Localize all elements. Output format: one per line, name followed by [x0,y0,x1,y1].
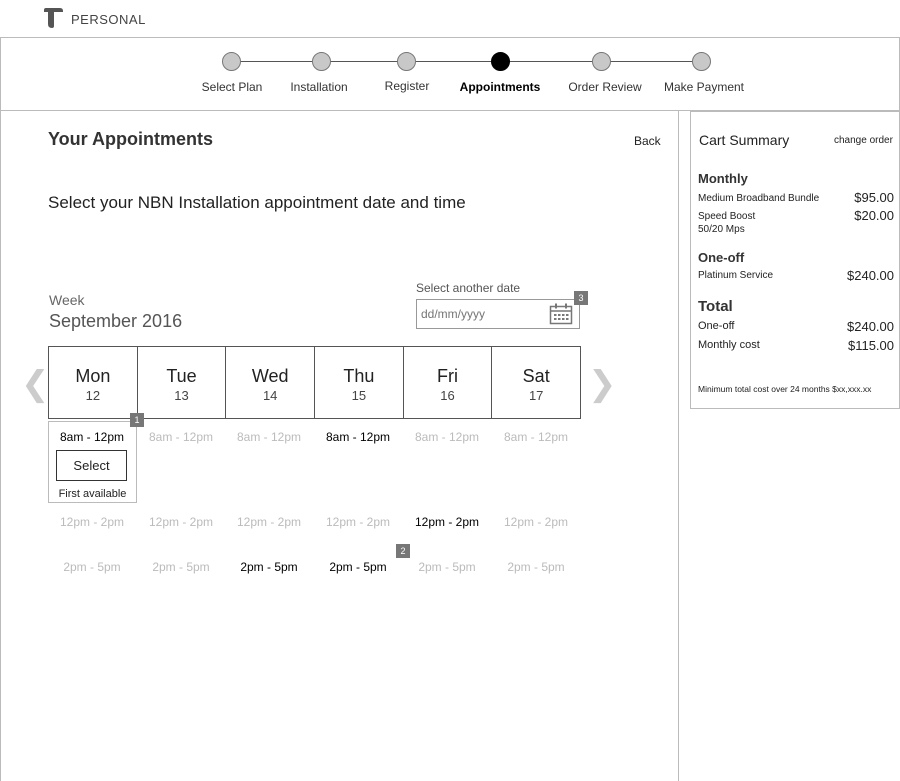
date-picker-label: Select another date [416,281,521,295]
slot-sat-midday: 12pm - 2pm [503,515,569,529]
slot-thu-morning[interactable]: 8am - 12pm [325,430,391,444]
appointments-panel [0,111,679,781]
step-label-appointments[interactable]: Appointments [459,80,541,94]
day-header-row [48,346,581,419]
slot-fri-midday[interactable]: 12pm - 2pm [414,515,480,529]
slot-mon-afternoon: 2pm - 5pm [63,560,121,574]
oneoff-item-name: Platinum Service [698,270,774,281]
calendar-icon[interactable] [549,303,573,325]
step-dot-register[interactable] [397,52,416,71]
minimum-cost-note: Minimum total cost over 24 months $xx,xxx.xx [698,384,872,394]
cart-title: Cart Summary [699,132,790,148]
step-dot-order-review[interactable] [592,52,611,71]
annotation-badge-1: 1 [130,413,144,427]
slot-thu-midday: 12pm - 2pm [325,515,391,529]
total-item-name: One-off [698,320,735,332]
step-label-register[interactable]: Register [384,79,430,93]
day-column-fri[interactable]: Fri 16 [404,347,493,418]
next-week-arrow-icon[interactable]: ❯ [588,364,617,404]
stepper-line [231,61,702,62]
step-label-order-review[interactable]: Order Review [568,80,642,94]
slot-wed-afternoon[interactable]: 2pm - 5pm [240,560,298,574]
week-label: Week [49,292,85,308]
telstra-logo-icon[interactable] [42,7,64,29]
first-available-label: First available [58,488,127,500]
back-link[interactable]: Back [634,134,661,148]
slot-mon-midday: 12pm - 2pm [59,515,125,529]
monthly-item-sub: 50/20 Mps [698,224,745,235]
day-column-sat[interactable]: Sat 17 [522,366,550,403]
slot-thu-afternoon[interactable]: 2pm - 5pm [329,560,387,574]
slot-wed-midday: 12pm - 2pm [236,515,302,529]
slot-mon-morning[interactable]: 8am - 12pm [59,430,125,444]
slot-sat-afternoon: 2pm - 5pm [507,560,565,574]
total-item-name: Monthly cost [698,339,760,351]
monthly-item-price: $20.00 [854,208,894,223]
step-label-installation[interactable]: Installation [290,80,348,94]
instruction-text: Select your NBN Installation appointment date and time [48,193,466,212]
slot-wed-morning: 8am - 12pm [236,430,302,444]
monthly-item-name: Speed Boost [698,211,756,222]
total-item-price: $115.00 [847,338,894,353]
select-button[interactable]: Select [56,450,127,481]
total-item-price: $240.00 [847,319,894,334]
slot-sat-morning: 8am - 12pm [503,430,569,444]
slot-tue-midday: 12pm - 2pm [148,515,214,529]
slot-fri-afternoon: 2pm - 5pm [418,560,476,574]
day-column-tue[interactable]: Tue 13 [138,347,227,418]
top-bar [0,0,900,38]
monthly-item-name: Medium Broadband Bundle [698,193,820,204]
day-column-mon[interactable]: Mon 12 [49,347,138,418]
day-column-wed[interactable]: Wed 14 [226,347,315,418]
cart-summary-panel [690,111,900,409]
oneoff-section-title: One-off [698,250,745,265]
annotation-badge-2: 2 [396,544,410,558]
monthly-section-title: Monthly [698,171,748,186]
oneoff-item-price: $240.00 [847,268,894,283]
step-dot-appointments[interactable] [491,52,510,71]
slot-tue-afternoon: 2pm - 5pm [152,560,210,574]
prev-week-arrow-icon[interactable]: ❮ [21,364,50,404]
total-section-title: Total [698,298,733,315]
slot-tue-morning: 8am - 12pm [148,430,214,444]
progress-stepper [0,38,900,111]
step-dot-make-payment[interactable] [692,52,711,71]
step-label-make-payment[interactable]: Make Payment [663,80,745,94]
annotation-badge-3: 3 [574,291,588,305]
day-column-thu[interactable]: Thu 15 [315,347,404,418]
step-label-select-plan[interactable]: Select Plan [201,80,263,94]
page-title: Your Appointments [48,129,213,149]
slot-fri-morning: 8am - 12pm [414,430,480,444]
step-dot-select-plan[interactable] [222,52,241,71]
brand-name: PERSONAL [71,12,146,27]
step-dot-installation[interactable] [312,52,331,71]
week-month: September 2016 [49,311,183,331]
monthly-item-price: $95.00 [854,190,894,205]
change-order-link[interactable]: change order [834,135,893,146]
